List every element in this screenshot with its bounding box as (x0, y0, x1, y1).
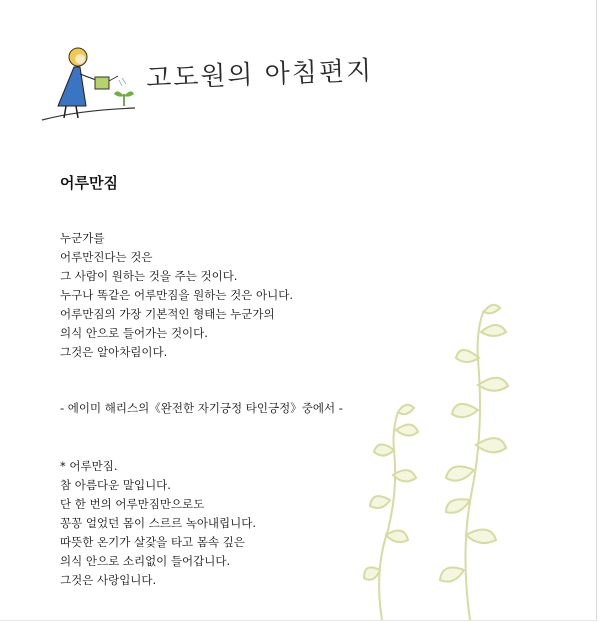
vine-sprout-icon (360, 300, 550, 620)
quote-source: - 에이미 해리스의《완전한 자기긍정 타인긍정》중에서 - (60, 401, 343, 415)
quote-line: 그 사람이 원하는 것을 주는 것이다. (60, 269, 238, 283)
quote-line: 어루만짐의 가장 기본적인 형태는 누군가의 (60, 307, 275, 321)
comment-line: 그것은 사랑입니다. (60, 573, 157, 587)
comment-line: 따뜻한 온기가 살갗을 타고 몸속 깊은 (60, 535, 245, 549)
brand-title: 고도원의 아침편지 (145, 56, 374, 94)
quote-paragraph (60, 229, 293, 362)
quote-line: 그것은 알아차림이다. (60, 345, 168, 359)
quote-line: 누구나 똑같은 어루만짐을 원하는 것은 아니다. (60, 288, 294, 302)
comment-line: * 어루만짐. (60, 459, 118, 473)
article-title: 어루만짐 (60, 174, 118, 192)
comment-line: 의식 안으로 소리없이 들어갑니다. (60, 554, 231, 568)
quote-line: 어루만진다는 것은 (60, 250, 153, 264)
comment-line: 참 아름다운 말입니다. (60, 478, 171, 492)
comment-line: 단 한 번의 어루만짐만으로도 (60, 497, 205, 511)
quote-line: 누군가를 (60, 231, 105, 245)
quote-line: 의식 안으로 들어가는 것이다. (60, 326, 208, 340)
comment-paragraph (60, 457, 256, 590)
comment-line: 꽁꽁 얼었던 몸이 스르르 녹아내립니다. (60, 516, 257, 530)
